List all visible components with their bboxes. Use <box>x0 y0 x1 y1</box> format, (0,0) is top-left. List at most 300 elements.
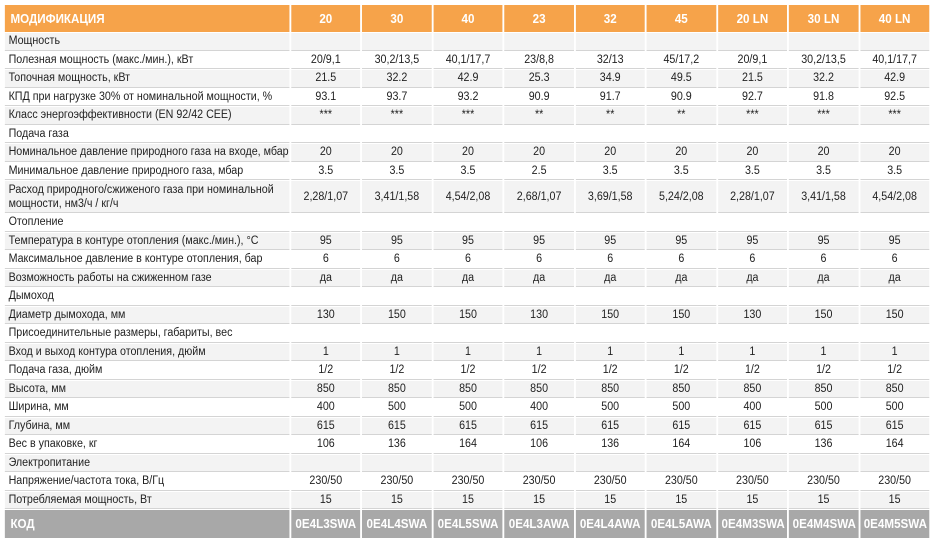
cell-value: 32.2 <box>362 70 431 88</box>
cell-value: 150 <box>647 307 716 325</box>
cell-value: 5,24/2,08 <box>647 181 716 213</box>
cell-value: 3,41/1,58 <box>362 181 431 213</box>
row-label: Потребляемая мощность, Вт <box>5 492 289 510</box>
cell-value: 230/50 <box>647 473 716 491</box>
cell-value: 21.5 <box>718 70 787 88</box>
row-label: Полезная мощность (макс./мин.), кВт <box>5 52 289 70</box>
cell-value <box>504 325 573 343</box>
cell-value: 20 <box>576 144 645 162</box>
cell-value <box>362 126 431 144</box>
cell-value: 95 <box>504 233 573 251</box>
cell-value: 106 <box>718 436 787 454</box>
cell-value: ** <box>576 107 645 125</box>
model-code: 0E4M3SWA <box>718 510 787 538</box>
cell-value: да <box>362 270 431 288</box>
cell-value <box>433 288 502 306</box>
cell-value <box>362 325 431 343</box>
cell-value <box>362 214 431 232</box>
cell-value <box>576 455 645 473</box>
cell-value: 106 <box>291 436 360 454</box>
cell-value: 2,68/1,07 <box>504 181 573 213</box>
model-code: 0E4L3AWA <box>504 510 573 538</box>
cell-value: 500 <box>647 399 716 417</box>
cell-value: 1/2 <box>576 362 645 380</box>
row-label: Высота, мм <box>5 381 289 399</box>
cell-value <box>504 126 573 144</box>
section-row <box>5 455 929 473</box>
cell-value: 150 <box>789 307 858 325</box>
cell-value: 20 <box>504 144 573 162</box>
cell-value: 3.5 <box>362 163 431 181</box>
cell-value: 1 <box>647 344 716 362</box>
cell-value: 230/50 <box>504 473 573 491</box>
cell-value: 850 <box>789 381 858 399</box>
cell-value: 15 <box>362 492 431 510</box>
cell-value <box>718 214 787 232</box>
cell-value: 106 <box>504 436 573 454</box>
code-row <box>5 510 929 538</box>
table-row <box>5 270 929 288</box>
cell-value: 30,2/13,5 <box>789 52 858 70</box>
section-label: Электропитание <box>5 455 289 473</box>
specifications-table <box>3 4 931 539</box>
row-label: КПД при нагрузке 30% от номинальной мощности, % <box>5 89 289 107</box>
section-label: Отопление <box>5 214 289 232</box>
section-label: Мощность <box>5 33 289 51</box>
cell-value <box>504 214 573 232</box>
cell-value: да <box>647 270 716 288</box>
cell-value: 2.5 <box>504 163 573 181</box>
cell-value: 15 <box>718 492 787 510</box>
cell-value: 20/9,1 <box>718 52 787 70</box>
section-label: Присоединительные размеры, габариты, вес <box>5 325 289 343</box>
cell-value <box>860 288 929 306</box>
cell-value: 230/50 <box>433 473 502 491</box>
cell-value: *** <box>718 107 787 125</box>
cell-value: 93.2 <box>433 89 502 107</box>
model-code: 0E4M5SWA <box>860 510 929 538</box>
cell-value: 850 <box>362 381 431 399</box>
cell-value: 3.5 <box>860 163 929 181</box>
cell-value: 42.9 <box>433 70 502 88</box>
cell-value: 500 <box>576 399 645 417</box>
cell-value <box>291 455 360 473</box>
cell-value <box>789 33 858 51</box>
table-row <box>5 399 929 417</box>
cell-value: да <box>291 270 360 288</box>
table-body <box>5 33 929 509</box>
cell-value <box>362 288 431 306</box>
section-label: Дымоход <box>5 288 289 306</box>
model-code: 0E4L4SWA <box>362 510 431 538</box>
cell-value <box>291 325 360 343</box>
cell-value: 20 <box>291 144 360 162</box>
cell-value <box>860 126 929 144</box>
cell-value: 615 <box>433 418 502 436</box>
cell-value: 1 <box>576 344 645 362</box>
cell-value: 130 <box>718 307 787 325</box>
cell-value: да <box>789 270 858 288</box>
cell-value: 230/50 <box>576 473 645 491</box>
cell-value: 1/2 <box>789 362 858 380</box>
row-label: Температура в контуре отопления (макс./мин.), °С <box>5 233 289 251</box>
cell-value: 3.5 <box>291 163 360 181</box>
cell-value <box>718 288 787 306</box>
cell-value: *** <box>433 107 502 125</box>
cell-value: 1 <box>718 344 787 362</box>
cell-value <box>718 33 787 51</box>
header-label: МОДИФИКАЦИЯ <box>5 5 289 32</box>
cell-value: 615 <box>860 418 929 436</box>
cell-value: да <box>504 270 573 288</box>
cell-value: 850 <box>291 381 360 399</box>
code-label: КОД <box>5 510 289 538</box>
cell-value: 90.9 <box>504 89 573 107</box>
row-label: Максимальное давление в контуре отопления, бар <box>5 251 289 269</box>
model-code: 0E4L3SWA <box>291 510 360 538</box>
cell-value <box>504 288 573 306</box>
cell-value: 6 <box>789 251 858 269</box>
cell-value: 1/2 <box>860 362 929 380</box>
model-code: 0E4M4SWA <box>789 510 858 538</box>
model-header: 30 <box>362 5 431 32</box>
cell-value: 20 <box>718 144 787 162</box>
cell-value <box>291 126 360 144</box>
cell-value: 230/50 <box>291 473 360 491</box>
cell-value <box>291 33 360 51</box>
row-label: Ширина, мм <box>5 399 289 417</box>
table-row <box>5 233 929 251</box>
cell-value: 20 <box>433 144 502 162</box>
table-row <box>5 307 929 325</box>
cell-value: 850 <box>860 381 929 399</box>
cell-value: 230/50 <box>362 473 431 491</box>
cell-value <box>647 288 716 306</box>
table-row <box>5 70 929 88</box>
cell-value: 90.9 <box>647 89 716 107</box>
cell-value: 130 <box>291 307 360 325</box>
cell-value: 2,28/1,07 <box>291 181 360 213</box>
cell-value: да <box>576 270 645 288</box>
cell-value: 400 <box>504 399 573 417</box>
row-label: Минимальное давление природного газа, мбар <box>5 163 289 181</box>
table-row <box>5 163 929 181</box>
model-header: 20 LN <box>718 5 787 32</box>
row-label: Диаметр дымохода, мм <box>5 307 289 325</box>
model-header: 30 LN <box>789 5 858 32</box>
cell-value: 95 <box>718 233 787 251</box>
cell-value: 1/2 <box>504 362 573 380</box>
cell-value <box>647 126 716 144</box>
cell-value: 1/2 <box>433 362 502 380</box>
cell-value: 32.2 <box>789 70 858 88</box>
cell-value: 95 <box>433 233 502 251</box>
cell-value <box>789 126 858 144</box>
cell-value: 15 <box>647 492 716 510</box>
cell-value: 3,41/1,58 <box>789 181 858 213</box>
cell-value: 3.5 <box>433 163 502 181</box>
cell-value: 32/13 <box>576 52 645 70</box>
row-label: Напряжение/частота тока, В/Гц <box>5 473 289 491</box>
section-row <box>5 214 929 232</box>
cell-value <box>789 325 858 343</box>
cell-value: *** <box>291 107 360 125</box>
cell-value: 45/17,2 <box>647 52 716 70</box>
cell-value: 30,2/13,5 <box>362 52 431 70</box>
cell-value: 1 <box>433 344 502 362</box>
row-label: Вес в упаковке, кг <box>5 436 289 454</box>
cell-value <box>576 214 645 232</box>
cell-value <box>647 455 716 473</box>
cell-value: 92.5 <box>860 89 929 107</box>
cell-value: 34.9 <box>576 70 645 88</box>
cell-value: 23/8,8 <box>504 52 573 70</box>
cell-value: 91.8 <box>789 89 858 107</box>
table-row <box>5 436 929 454</box>
cell-value: 500 <box>433 399 502 417</box>
cell-value: 15 <box>576 492 645 510</box>
cell-value <box>647 214 716 232</box>
model-header: 40 <box>433 5 502 32</box>
cell-value: 615 <box>504 418 573 436</box>
cell-value: 136 <box>789 436 858 454</box>
cell-value: 500 <box>789 399 858 417</box>
row-label: Номинальное давление природного газа на входе, мбар <box>5 144 289 162</box>
cell-value: 850 <box>504 381 573 399</box>
model-header: 40 LN <box>860 5 929 32</box>
cell-value: 1/2 <box>291 362 360 380</box>
model-header: 32 <box>576 5 645 32</box>
cell-value: 850 <box>718 381 787 399</box>
cell-value <box>433 33 502 51</box>
cell-value <box>576 126 645 144</box>
cell-value: 15 <box>291 492 360 510</box>
cell-value: 49.5 <box>647 70 716 88</box>
cell-value: 92.7 <box>718 89 787 107</box>
cell-value: 136 <box>576 436 645 454</box>
cell-value: 615 <box>718 418 787 436</box>
cell-value: 15 <box>504 492 573 510</box>
model-code: 0E4L5SWA <box>433 510 502 538</box>
row-label: Топочная мощность, кВт <box>5 70 289 88</box>
cell-value: 615 <box>647 418 716 436</box>
cell-value: 20 <box>647 144 716 162</box>
cell-value: 6 <box>433 251 502 269</box>
cell-value: 230/50 <box>718 473 787 491</box>
cell-value <box>647 325 716 343</box>
cell-value: 4,54/2,08 <box>860 181 929 213</box>
cell-value: 615 <box>576 418 645 436</box>
section-row <box>5 126 929 144</box>
cell-value: 164 <box>433 436 502 454</box>
cell-value <box>718 325 787 343</box>
cell-value: 1/2 <box>718 362 787 380</box>
cell-value <box>362 33 431 51</box>
section-label: Подача газа <box>5 126 289 144</box>
cell-value: 95 <box>362 233 431 251</box>
row-label: Глубина, мм <box>5 418 289 436</box>
cell-value: 20 <box>362 144 431 162</box>
table-header <box>5 5 929 32</box>
cell-value <box>576 325 645 343</box>
cell-value <box>291 214 360 232</box>
cell-value: *** <box>789 107 858 125</box>
cell-value: 3.5 <box>718 163 787 181</box>
row-label: Вход и выход контура отопления, дюйм <box>5 344 289 362</box>
row-label: Возможность работы на сжиженном газе <box>5 270 289 288</box>
table-row <box>5 144 929 162</box>
cell-value: 40,1/17,7 <box>860 52 929 70</box>
cell-value <box>718 455 787 473</box>
cell-value: 4,54/2,08 <box>433 181 502 213</box>
table-row <box>5 181 929 213</box>
cell-value: 164 <box>647 436 716 454</box>
table-row <box>5 362 929 380</box>
row-label: Класс энергоэффективности (EN 92/42 CEE) <box>5 107 289 125</box>
cell-value: 400 <box>291 399 360 417</box>
row-label: Подача газа, дюйм <box>5 362 289 380</box>
cell-value: 1 <box>860 344 929 362</box>
cell-value <box>789 288 858 306</box>
table-row <box>5 107 929 125</box>
cell-value: 6 <box>647 251 716 269</box>
cell-value: 3.5 <box>576 163 645 181</box>
cell-value: 3,69/1,58 <box>576 181 645 213</box>
cell-value <box>860 325 929 343</box>
cell-value <box>860 33 929 51</box>
table-row <box>5 492 929 510</box>
cell-value: 615 <box>362 418 431 436</box>
cell-value: 136 <box>362 436 431 454</box>
table-row <box>5 52 929 70</box>
cell-value: 850 <box>433 381 502 399</box>
cell-value: 2,28/1,07 <box>718 181 787 213</box>
cell-value: да <box>433 270 502 288</box>
cell-value: 91.7 <box>576 89 645 107</box>
cell-value: 95 <box>576 233 645 251</box>
cell-value: *** <box>860 107 929 125</box>
cell-value <box>576 33 645 51</box>
cell-value: 6 <box>860 251 929 269</box>
cell-value: 93.7 <box>362 89 431 107</box>
cell-value: 95 <box>291 233 360 251</box>
cell-value: 6 <box>576 251 645 269</box>
table-row <box>5 381 929 399</box>
table-row <box>5 251 929 269</box>
model-header: 45 <box>647 5 716 32</box>
cell-value: 500 <box>860 399 929 417</box>
cell-value: 15 <box>433 492 502 510</box>
section-row <box>5 325 929 343</box>
cell-value: 164 <box>860 436 929 454</box>
cell-value: 3.5 <box>789 163 858 181</box>
cell-value: 1/2 <box>647 362 716 380</box>
cell-value <box>504 33 573 51</box>
cell-value: ** <box>504 107 573 125</box>
cell-value: 1/2 <box>362 362 431 380</box>
cell-value: 93.1 <box>291 89 360 107</box>
cell-value: 95 <box>789 233 858 251</box>
model-header: 23 <box>504 5 573 32</box>
cell-value: да <box>718 270 787 288</box>
cell-value <box>504 455 573 473</box>
cell-value <box>789 214 858 232</box>
header-row <box>5 5 929 32</box>
section-row <box>5 288 929 306</box>
cell-value: 850 <box>576 381 645 399</box>
cell-value: 25.3 <box>504 70 573 88</box>
cell-value <box>718 126 787 144</box>
cell-value <box>362 455 431 473</box>
cell-value: 95 <box>860 233 929 251</box>
model-code: 0E4L4AWA <box>576 510 645 538</box>
cell-value: 1 <box>504 344 573 362</box>
table-row <box>5 418 929 436</box>
cell-value: 400 <box>718 399 787 417</box>
cell-value: 230/50 <box>860 473 929 491</box>
row-label: Расход природного/сжиженого газа при номинальной мощности, нм3/ч / кг/ч <box>5 181 289 213</box>
cell-value <box>789 455 858 473</box>
cell-value: 615 <box>291 418 360 436</box>
cell-value <box>576 288 645 306</box>
model-header: 20 <box>291 5 360 32</box>
cell-value <box>860 455 929 473</box>
cell-value <box>433 214 502 232</box>
cell-value: 20/9,1 <box>291 52 360 70</box>
cell-value: 15 <box>789 492 858 510</box>
cell-value <box>860 214 929 232</box>
cell-value <box>291 288 360 306</box>
cell-value: 3.5 <box>647 163 716 181</box>
cell-value <box>433 126 502 144</box>
section-row <box>5 33 929 51</box>
cell-value: да <box>860 270 929 288</box>
cell-value: 1 <box>362 344 431 362</box>
cell-value: 15 <box>860 492 929 510</box>
cell-value: 130 <box>504 307 573 325</box>
table-row <box>5 344 929 362</box>
cell-value: 6 <box>718 251 787 269</box>
cell-value: 150 <box>433 307 502 325</box>
cell-value: 850 <box>647 381 716 399</box>
cell-value: 1 <box>789 344 858 362</box>
cell-value: 21.5 <box>291 70 360 88</box>
cell-value: 1 <box>291 344 360 362</box>
table-footer <box>5 510 929 538</box>
cell-value: 20 <box>789 144 858 162</box>
cell-value: 20 <box>860 144 929 162</box>
cell-value <box>433 455 502 473</box>
cell-value: 6 <box>504 251 573 269</box>
cell-value: 500 <box>362 399 431 417</box>
cell-value: ** <box>647 107 716 125</box>
cell-value: 150 <box>860 307 929 325</box>
table-row <box>5 89 929 107</box>
cell-value <box>647 33 716 51</box>
cell-value: 150 <box>362 307 431 325</box>
cell-value: 42.9 <box>860 70 929 88</box>
table-row <box>5 473 929 491</box>
model-code: 0E4L5AWA <box>647 510 716 538</box>
cell-value: 6 <box>362 251 431 269</box>
cell-value: *** <box>362 107 431 125</box>
cell-value: 6 <box>291 251 360 269</box>
cell-value: 150 <box>576 307 645 325</box>
cell-value: 40,1/17,7 <box>433 52 502 70</box>
cell-value: 615 <box>789 418 858 436</box>
cell-value: 95 <box>647 233 716 251</box>
cell-value: 230/50 <box>789 473 858 491</box>
